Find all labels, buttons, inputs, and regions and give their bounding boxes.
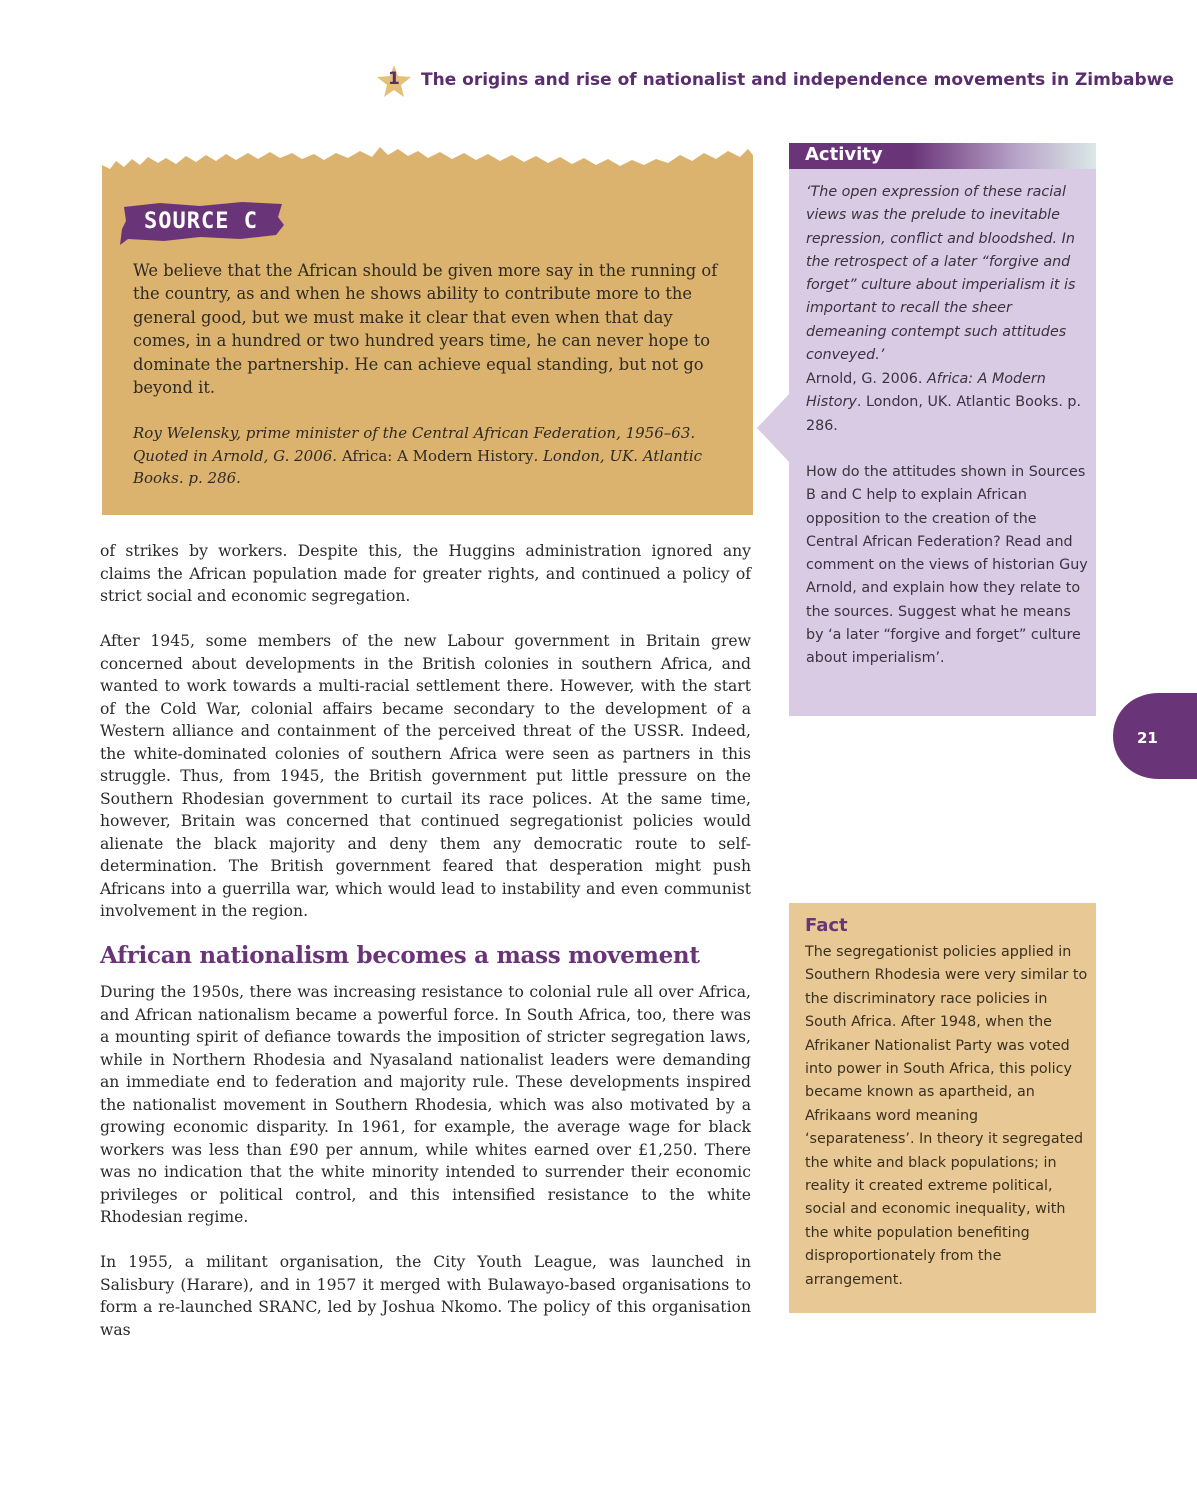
source-citation-part1: Roy Welensky, prime minister of the Central African Federation, 1956–63. Quoted in Arnold, G. 2006. (133, 424, 696, 465)
activity-pointer-icon (757, 393, 790, 463)
activity-cite-rest: . London, UK. Atlantic Books. p. 286. (806, 394, 1082, 434)
source-citation-title: Africa: A Modern History (341, 446, 534, 465)
body-paragraph: of strikes by workers. Despite this, the Huggins administration ignored any claims the African population made for greater rights, and continued a policy of strict social and economic segregation. (100, 542, 751, 605)
page-number: 21 (1137, 729, 1158, 747)
chapter-title: The origins and rise of nationalist and independence movements in Zimbabwe (421, 70, 1174, 90)
fact-title: Fact (805, 915, 848, 936)
fact-text: The segregationist policies applied in Southern Rhodesia were very similar to the discriminatory race policies in South Africa. After 1948, when the Afrikaner Nationalist Party was voted into power in South Africa, this policy became known as apartheid, an Afrikaans word meaning ‘separateness’. In theory it segregated the white and black populations; in reality it created extreme political, social and economic inequality, with the white population benefiting disproportionately from the arrangement. (805, 944, 1088, 1288)
source-citation-part2: . London, UK. Atlantic Books. p. 286. (133, 446, 703, 487)
activity-header (789, 143, 1096, 169)
chapter-number: 1 (388, 69, 400, 89)
activity-cite-title: Africa: A Modern History (806, 371, 1046, 411)
activity-box (789, 143, 1096, 716)
source-box (102, 143, 753, 515)
body-paragraph: During the 1950s, there was increasing resistance to colonial rule all over Africa, and African nationalism became a powerful force. In South Africa, too, there was a mounting spirit of defiance towards the imposition of stricter segregation laws, while in Northern Rhodesia and Nyasaland nationalist leaders were demanding an immediate end to federation and majority rule. These developments inspired the nationalist movement in Southern Rhodesia, which was also motivated by a growing economic disparity. In 1961, for example, the average wage for black workers was less than £90 per annum, while whites earned over £1,250. There was no indication that the white minority intended to surrender their economic privileges or political control, and this intensified resistance to the white Rhodesian regime. (100, 983, 751, 1226)
main-text-3 (100, 981, 751, 1229)
source-label: SOURCE C (144, 209, 258, 234)
main-text-2 (100, 630, 751, 923)
source-quote: We believe that the African should be given more say in the running of the country, as and when he shows ability to contribute more to the general good, but we must make it clear that even when that day comes, in a hundred or two hundred years time, he can never hope to dominate the partnership. He can achieve equal standing, but not go beyond it. (133, 261, 718, 398)
source-citation (133, 422, 733, 490)
body-paragraph: After 1945, some members of the new Labour government in Britain grew concerned about developments in the British colonies in southern Africa, and wanted to work towards a multi-racial settlement there. However, with the start of the Cold War, colonial affairs became secondary to the development of a Western alliance and containment of the perceived threat of the USSR. Indeed, the white-dominated colonies of southern Africa were seen as partners in this struggle. Thus, from 1945, the British government put little pressure on the Southern Rhodesian government to curtail its race polices. At the same time, however, Britain was concerned that continued segregationist policies would alienate the black majority and deny them any democratic route to self-determination. The British government feared that desperation might push Africans into a guerrilla war, which would lead to instability and even communist involvement in the region. (100, 632, 751, 920)
section-heading-wrap (100, 941, 751, 971)
activity-title: Activity (805, 144, 883, 165)
main-text-4 (100, 1251, 751, 1341)
main-text-1 (100, 540, 751, 608)
running-header (376, 64, 1174, 98)
fact-box (789, 903, 1096, 1313)
section-heading: African nationalism becomes a mass movement (100, 942, 700, 969)
activity-question: How do the attitudes shown in Sources B and C help to explain African opposition to the creation of the Central African Federation? Read and comment on the views of historian Guy Arnold, and explain how they relate to the sources. Suggest what he means by ‘a later “forgive and forget” culture about imperialism’. (806, 464, 1088, 667)
activity-cite-author: Arnold, G. 2006. (806, 371, 923, 387)
activity-quote: ‘The open expression of these racial views was the prelude to inevitable repression, conflict and bloodshed. In the retrospect of a later “forgive and forget” culture about imperialism it is important to recall the sheer demeaning contempt such attitudes conveyed.’ (806, 184, 1076, 364)
body-paragraph: In 1955, a militant organisation, the City Youth League, was launched in Salisbury (Harare), and in 1957 it merged with Bulawayo-based organisations to form a re-launched SRANC, led by Joshua Nkomo. The policy of this organisation was (100, 1253, 751, 1339)
activity-citation (806, 368, 1088, 438)
